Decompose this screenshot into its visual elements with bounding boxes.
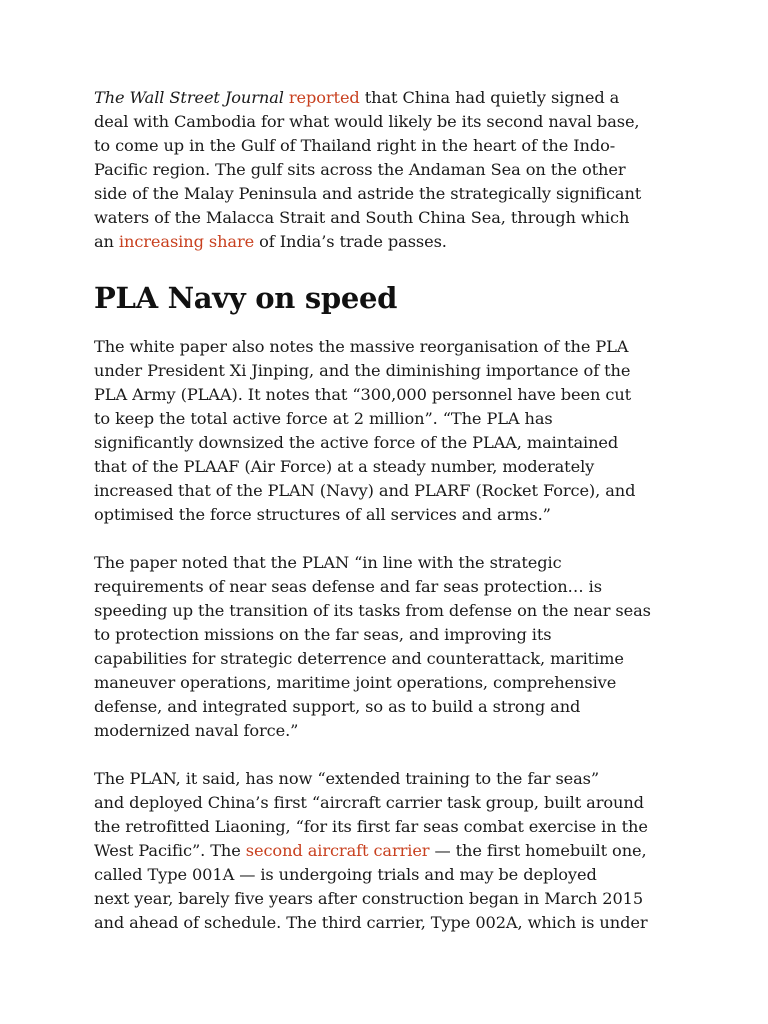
line: significantly downsized the active force of the PLAA, maintained	[94, 433, 619, 452]
line: modernized naval force.”	[94, 721, 299, 740]
line: to keep the total active force at 2 million”. “The PLA has	[94, 409, 553, 428]
line: that of the PLAAF (Air Force) at a steady number, moderately	[94, 457, 595, 476]
article-body	[94, 86, 684, 935]
line: The PLAN, it said, has now “extended training to the far seas”	[94, 769, 600, 788]
line: optimised the force structures of all services and arms.”	[94, 505, 551, 524]
line: The white paper also notes the massive reorganisation of the PLA	[94, 337, 629, 356]
line	[94, 86, 684, 110]
line: to protection missions on the far seas, and improving its	[94, 625, 552, 644]
line	[94, 230, 684, 254]
line: capabilities for strategic deterrence and counterattack, maritime	[94, 649, 624, 668]
line-text: — the first homebuilt one,	[429, 841, 647, 860]
paragraph-wsj-report	[94, 86, 684, 254]
line: speeding up the transition of its tasks from defense on the near seas	[94, 601, 651, 620]
line-text: West Pacific”. The	[94, 841, 246, 860]
line: increased that of the PLAN (Navy) and PLARF (Rocket Force), and	[94, 481, 636, 500]
line: the retrofitted Liaoning, “for its first far seas combat exercise in the	[94, 817, 648, 836]
line: called Type 001A — is undergoing trials and may be deployed	[94, 865, 597, 884]
paragraph-plan-strategy	[94, 551, 684, 743]
line: defense, and integrated support, so as to build a strong and	[94, 697, 581, 716]
section-heading: PLA Navy on speed	[94, 281, 398, 315]
line-text: that China had quietly signed a	[359, 88, 620, 107]
line: Pacific region. The gulf sits across the Andaman Sea on the other	[94, 160, 626, 179]
line: and deployed China’s first “aircraft carrier task group, built around	[94, 793, 644, 812]
line: under President Xi Jinping, and the diminishing importance of the	[94, 361, 631, 380]
line: The paper noted that the PLAN “in line with the strategic	[94, 553, 562, 572]
publication-name: The Wall Street Journal	[94, 88, 284, 107]
line: side of the Malay Peninsula and astride the strategically significant	[94, 184, 642, 203]
line: to come up in the Gulf of Thailand right in the heart of the Indo-	[94, 136, 616, 155]
line	[94, 839, 684, 863]
link-second-aircraft-carrier[interactable]: second aircraft carrier	[245, 841, 430, 860]
line-text: of India’s trade passes.	[254, 232, 447, 251]
line: PLA Army (PLAA). It notes that “300,000 personnel have been cut	[94, 385, 632, 404]
paragraph-white-paper	[94, 335, 684, 527]
line: requirements of near seas defense and far seas protection… is	[94, 577, 602, 596]
paragraph-aircraft-carriers	[94, 767, 684, 935]
line: waters of the Malacca Strait and South China Sea, through which	[94, 208, 630, 227]
line-text: an	[94, 232, 119, 251]
line: next year, barely five years after construction began in March 2015	[94, 889, 644, 908]
link-increasing-share[interactable]: increasing share	[118, 232, 255, 251]
link-reported[interactable]: reported	[288, 88, 360, 107]
line: and ahead of schedule. The third carrier, Type 002A, which is under	[94, 913, 648, 932]
line: maneuver operations, maritime joint operations, comprehensive	[94, 673, 617, 692]
line: deal with Cambodia for what would likely be its second naval base,	[94, 112, 640, 131]
